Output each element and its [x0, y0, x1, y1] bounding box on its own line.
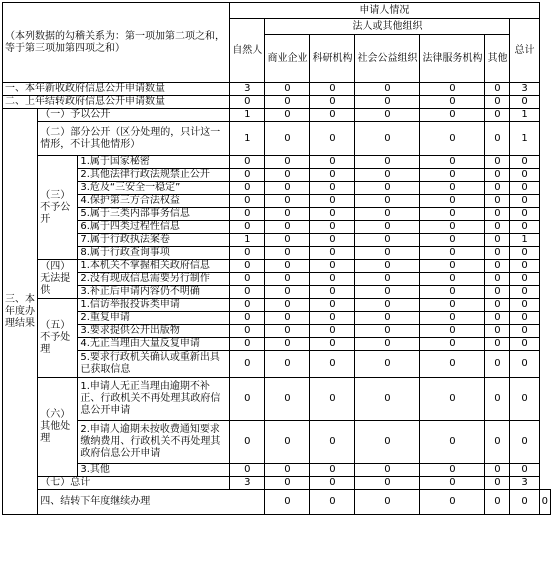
disclosure-statistics-table: [2, 2, 551, 515]
cell: 0: [420, 96, 485, 109]
header-legal-service: 法律服务机构: [420, 35, 485, 83]
cell: 0: [420, 83, 485, 96]
cell: 0: [310, 351, 355, 378]
row-not-processed: [3, 351, 551, 378]
cell: 0: [355, 351, 420, 378]
cell: 0: [355, 182, 420, 195]
label-not-processed: 5.要求行政机关确认或重新出具已获取信息: [78, 351, 230, 378]
cell: 0: [355, 312, 420, 325]
cell: 0: [355, 83, 420, 96]
cell: 0: [420, 299, 485, 312]
row-other-processing: [3, 378, 551, 421]
cell: 0: [510, 96, 539, 109]
cell: 1: [230, 234, 265, 247]
cell: 0: [420, 338, 485, 351]
label-no-disclose: 2.其他法律行政法规禁止公开: [78, 169, 230, 182]
cell: 0: [355, 260, 420, 273]
label-other-processing: 2.申请人逾期未按收费通知要求缴纳费用、行政机关不再处理其政府信息公开申请: [78, 421, 230, 464]
cell: 0: [265, 182, 310, 195]
cell: 0: [230, 260, 265, 273]
cell: 0: [265, 96, 310, 109]
cell: 0: [485, 109, 510, 122]
cell: 0: [510, 169, 539, 182]
cell: 0: [355, 247, 420, 260]
cell: 0: [310, 338, 355, 351]
cell: 0: [355, 286, 420, 299]
label-no-disclose: 7.属于行政执法案卷: [78, 234, 230, 247]
cell: 0: [355, 477, 420, 490]
row-no-disclose: [3, 234, 551, 247]
cell: 0: [265, 286, 310, 299]
cell: 0: [485, 338, 510, 351]
cell: 0: [485, 122, 510, 156]
cell: 0: [265, 260, 310, 273]
cell: 0: [510, 273, 539, 286]
cell: 0: [265, 421, 310, 464]
row-other-processing: [3, 464, 551, 477]
cell: 0: [510, 378, 539, 421]
cell: 0: [485, 260, 510, 273]
label-s3-7: （七）总计: [38, 477, 230, 490]
header-commercial: 商业企业: [265, 35, 310, 83]
cell: 3: [230, 83, 265, 96]
cell: 0: [230, 247, 265, 260]
cell: 0: [310, 464, 355, 477]
cell: 0: [265, 325, 310, 338]
cell: 0: [310, 260, 355, 273]
cell: 0: [310, 182, 355, 195]
cell: 0: [485, 312, 510, 325]
row-no-disclose: [3, 208, 551, 221]
cell: 0: [265, 83, 310, 96]
cell: 0: [230, 96, 265, 109]
cell: 0: [355, 109, 420, 122]
cell: 0: [310, 421, 355, 464]
cell: 0: [420, 490, 485, 515]
cell: 0: [420, 286, 485, 299]
label-cannot-provide: 3.补正后申请内容仍不明确: [78, 286, 230, 299]
label-section3: 三、本年度办理结果: [3, 109, 38, 515]
cell: 0: [420, 195, 485, 208]
cell: 3: [510, 477, 539, 490]
cell: 0: [265, 464, 310, 477]
cell: 0: [230, 195, 265, 208]
cell: 0: [230, 338, 265, 351]
cell: 0: [420, 247, 485, 260]
cell: 0: [485, 234, 510, 247]
cell: 0: [510, 221, 539, 234]
cell: 0: [265, 169, 310, 182]
header-applicant: 申请人情况: [230, 3, 539, 19]
label-s3-6: （六）其他处理: [38, 378, 78, 477]
label-not-processed: 3.要求提供公开出版物: [78, 325, 230, 338]
cell: 0: [265, 477, 310, 490]
cell: 0: [485, 378, 510, 421]
label-not-processed: 4.无正当理由大量反复申请: [78, 338, 230, 351]
cell: 0: [355, 273, 420, 286]
cell: 0: [510, 195, 539, 208]
label-other-processing: 3.其他: [78, 464, 230, 477]
cell: 0: [485, 182, 510, 195]
row-s3-7: [3, 477, 551, 490]
cell: 0: [310, 208, 355, 221]
cell: 0: [310, 221, 355, 234]
cell: 0: [420, 325, 485, 338]
cell: 0: [420, 273, 485, 286]
cell: 0: [310, 247, 355, 260]
cell: 0: [310, 490, 355, 515]
label-no-disclose: 1.属于国家秘密: [78, 156, 230, 169]
cell: 0: [265, 299, 310, 312]
cell: 0: [355, 421, 420, 464]
cell: 0: [265, 490, 310, 515]
header-total: 总计: [510, 19, 539, 83]
row-s3-2: [3, 122, 551, 156]
row-no-disclose: [3, 182, 551, 195]
cell: 0: [355, 378, 420, 421]
cell: 0: [230, 299, 265, 312]
cell: 0: [310, 109, 355, 122]
row-cannot-provide: [3, 260, 551, 273]
cell: 0: [485, 195, 510, 208]
cell: 0: [230, 273, 265, 286]
cell: 0: [355, 169, 420, 182]
row-no-disclose: [3, 247, 551, 260]
cell: 0: [310, 96, 355, 109]
cell: 0: [310, 169, 355, 182]
cell: 0: [265, 312, 310, 325]
row-section4: [3, 490, 551, 515]
header-other: 其他: [485, 35, 510, 83]
cell: 0: [510, 325, 539, 338]
cell: 0: [485, 464, 510, 477]
cell: 0: [510, 299, 539, 312]
cell: 0: [485, 325, 510, 338]
cell: 0: [310, 156, 355, 169]
cell: 0: [420, 122, 485, 156]
cell: 0: [355, 325, 420, 338]
cell: 0: [485, 299, 510, 312]
cell: 0: [355, 299, 420, 312]
cell: 1: [230, 122, 265, 156]
cell: 1: [230, 109, 265, 122]
cell: 0: [420, 208, 485, 221]
label-s3-4: （四）无法提供: [38, 260, 78, 299]
cell: 0: [485, 273, 510, 286]
cell: 0: [230, 312, 265, 325]
cell: 0: [510, 490, 539, 515]
cell: 0: [420, 234, 485, 247]
cell: 0: [230, 208, 265, 221]
cell: 0: [265, 247, 310, 260]
cell: 0: [230, 221, 265, 234]
cell: 1: [510, 234, 539, 247]
label-carryover: 二、上年结转政府信息公开申请数量: [3, 96, 230, 109]
cell: 0: [265, 221, 310, 234]
cell: 0: [485, 208, 510, 221]
cell: 0: [230, 464, 265, 477]
cell: 0: [355, 338, 420, 351]
label-new-requests: 一、本年新收政府信息公开申请数量: [3, 83, 230, 96]
label-cannot-provide: 1.本机关不掌握相关政府信息: [78, 260, 230, 273]
cell: 0: [485, 421, 510, 464]
cell: 0: [230, 351, 265, 378]
cell: 0: [485, 221, 510, 234]
cell: 0: [420, 477, 485, 490]
cell: 0: [420, 221, 485, 234]
cell: 0: [485, 490, 510, 515]
row-no-disclose: [3, 156, 551, 169]
header-row-1: [3, 3, 551, 19]
cell: 0: [510, 464, 539, 477]
cell: 0: [485, 477, 510, 490]
cell: 0: [510, 286, 539, 299]
row-not-processed: [3, 299, 551, 312]
cell: 0: [510, 247, 539, 260]
cell: 0: [355, 96, 420, 109]
label-not-processed: 2.重复申请: [78, 312, 230, 325]
cell: 0: [510, 208, 539, 221]
cell: 0: [510, 338, 539, 351]
cell: 0: [265, 122, 310, 156]
cell: 0: [310, 122, 355, 156]
cell: 0: [310, 273, 355, 286]
row-no-disclose: [3, 169, 551, 182]
label-s3-2: （二）部分公开（区分处理的，只计这一情形，不计其他情形）: [38, 122, 230, 156]
cell: 0: [355, 234, 420, 247]
cell: 0: [355, 156, 420, 169]
header-note: （本列数据的勾稽关系为：第一项加第二项之和，等于第三项加第四项之和）: [3, 3, 230, 83]
cell: 0: [265, 378, 310, 421]
cell: 0: [420, 421, 485, 464]
header-legal-entity: 法人或其他组织: [265, 19, 510, 35]
cell: 0: [230, 182, 265, 195]
header-public-welfare: 社会公益组织: [355, 35, 420, 83]
cell: 0: [485, 247, 510, 260]
row-not-processed: [3, 312, 551, 325]
cell: 0: [420, 169, 485, 182]
cell: 0: [310, 477, 355, 490]
row-cannot-provide: [3, 286, 551, 299]
label-no-disclose: 5.属于三类内部事务信息: [78, 208, 230, 221]
cell: 3: [510, 83, 539, 96]
cell: 0: [485, 83, 510, 96]
label-other-processing: 1.申请人无正当理由逾期不补正、行政机关不再处理其政府信息公开申请: [78, 378, 230, 421]
cell: 0: [265, 338, 310, 351]
label-s3-5: （五）不予处理: [38, 299, 78, 378]
cell: 0: [265, 234, 310, 247]
cell: 0: [510, 260, 539, 273]
cell: 0: [355, 195, 420, 208]
cell: 0: [310, 378, 355, 421]
label-not-processed: 1.信访举报投诉类申请: [78, 299, 230, 312]
cell: 0: [230, 169, 265, 182]
cell: 0: [510, 312, 539, 325]
cell: 0: [355, 122, 420, 156]
cell: 0: [310, 299, 355, 312]
cell: 0: [510, 421, 539, 464]
header-natural-person: 自然人: [230, 19, 265, 83]
cell: 0: [310, 234, 355, 247]
cell: 0: [265, 109, 310, 122]
cell: 0: [265, 208, 310, 221]
cell: 1: [510, 109, 539, 122]
cell: 0: [485, 156, 510, 169]
cell: 0: [485, 351, 510, 378]
header-research: 科研机构: [310, 35, 355, 83]
cell: 0: [230, 286, 265, 299]
cell: 0: [265, 273, 310, 286]
cell: 0: [265, 195, 310, 208]
cell: 0: [420, 182, 485, 195]
cell: 0: [265, 351, 310, 378]
cell: 0: [420, 464, 485, 477]
cell: 0: [310, 83, 355, 96]
label-cannot-provide: 2.没有现成信息需要另行制作: [78, 273, 230, 286]
row-cannot-provide: [3, 273, 551, 286]
cell: 0: [510, 351, 539, 378]
cell: 0: [310, 325, 355, 338]
cell: 0: [355, 208, 420, 221]
row-s3-1: [3, 109, 551, 122]
label-no-disclose: 6.属于四类过程性信息: [78, 221, 230, 234]
row-not-processed: [3, 338, 551, 351]
cell: 0: [420, 109, 485, 122]
cell: 0: [420, 156, 485, 169]
cell: 0: [485, 169, 510, 182]
label-s3-1: （一）予以公开: [38, 109, 230, 122]
label-no-disclose: 4.保护第三方合法权益: [78, 195, 230, 208]
row-new-requests: [3, 83, 551, 96]
cell: 0: [485, 96, 510, 109]
cell: 0: [539, 490, 550, 515]
row-not-processed: [3, 325, 551, 338]
cell: 0: [510, 156, 539, 169]
cell: 0: [420, 312, 485, 325]
cell: 0: [420, 351, 485, 378]
cell: 0: [230, 378, 265, 421]
label-s3-3: （三）不予公开: [38, 156, 78, 260]
cell: 0: [230, 421, 265, 464]
row-no-disclose: [3, 195, 551, 208]
cell: 0: [510, 182, 539, 195]
cell: 0: [355, 490, 420, 515]
cell: 0: [355, 464, 420, 477]
cell: 0: [420, 260, 485, 273]
cell: 0: [310, 286, 355, 299]
label-no-disclose: 8.属于行政查询事项: [78, 247, 230, 260]
cell: 0: [310, 195, 355, 208]
cell: 0: [230, 156, 265, 169]
cell: 0: [355, 221, 420, 234]
cell: 0: [310, 312, 355, 325]
cell: 0: [485, 286, 510, 299]
row-carryover: [3, 96, 551, 109]
row-no-disclose: [3, 221, 551, 234]
label-no-disclose: 3.危及“三安全一稳定”: [78, 182, 230, 195]
row-other-processing: [3, 421, 551, 464]
cell: 0: [230, 325, 265, 338]
cell: 0: [265, 156, 310, 169]
label-section4: 四、结转下年度继续办理: [38, 490, 265, 515]
cell: 3: [230, 477, 265, 490]
cell: 1: [510, 122, 539, 156]
cell: 0: [420, 378, 485, 421]
